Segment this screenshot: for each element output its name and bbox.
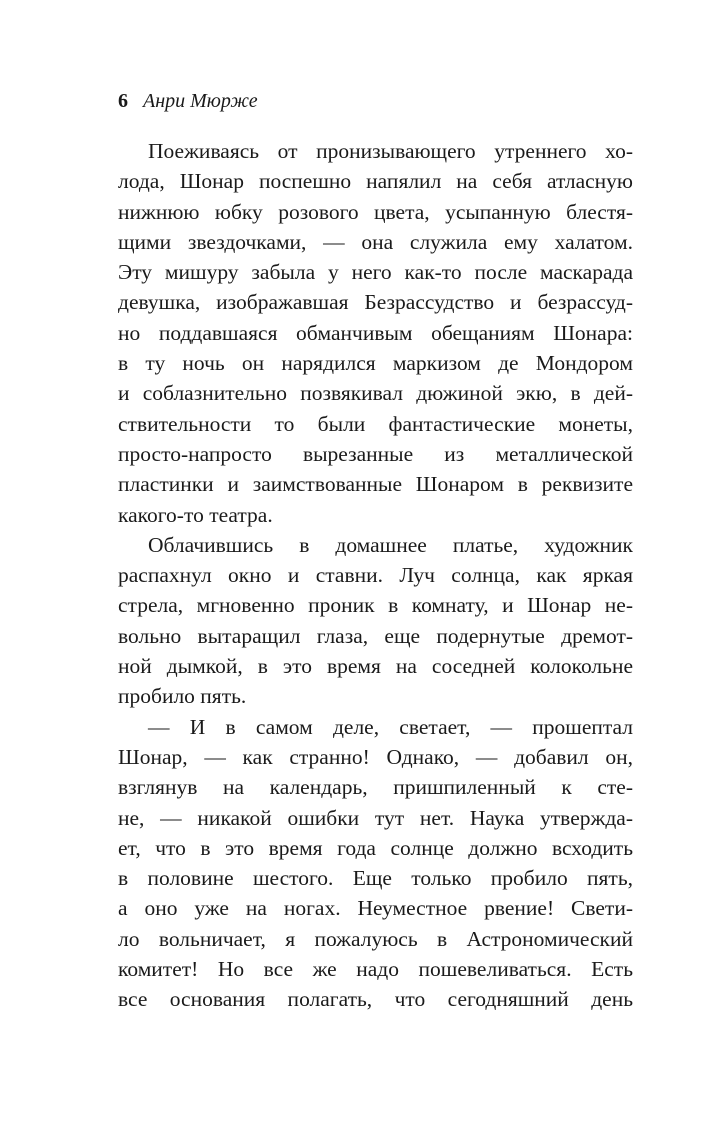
text-line: взглянув на календарь, пришпиленный к сте- xyxy=(118,775,633,800)
text-line: вольно вытаращил глаза, еще подернутые дремот- xyxy=(118,623,633,648)
text-line: Шонар, — как странно! Однако, — добавил он, xyxy=(118,744,633,769)
text-line: ной дымкой, в это время на соседней колокольне xyxy=(118,654,633,679)
text-line: не, — никакой ошибки тут нет. Наука утвержда- xyxy=(118,805,633,830)
text-line: Эту мишуру забыла у него как-то после маскарада xyxy=(118,260,633,285)
text-line: — И в самом деле, светает, — прошептал xyxy=(148,714,633,739)
text-line: пробило пять. xyxy=(118,684,247,709)
text-line: Облачившись в домашнее платье, художник xyxy=(148,532,633,557)
text-line: просто-напросто вырезанные из металлической xyxy=(118,441,633,466)
text-line: но поддавшаяся обманчивым обещаниям Шонара: xyxy=(118,320,633,345)
text-line: нижнюю юбку розового цвета, усыпанную блестя- xyxy=(118,199,633,224)
text-line: какого-то театра. xyxy=(118,502,273,527)
text-line: все основания полагать, что сегодняшний день xyxy=(118,987,633,1012)
running-header xyxy=(118,88,258,114)
text-line: ствительности то были фантастические монеты, xyxy=(118,411,633,436)
text-line: девушка, изображавшая Безрассудство и безрассуд- xyxy=(118,290,633,315)
text-line: ло вольничает, я пожалуюсь в Астрономический xyxy=(118,926,633,951)
text-line: распахнул окно и ставни. Луч солнца, как яркая xyxy=(118,563,633,588)
text-line: щими звездочками, — она служила ему халатом. xyxy=(118,229,633,254)
text-line: ет, что в это время года солнце должно всходить xyxy=(118,835,633,860)
text-line: пластинки и заимствованные Шонаром в реквизите xyxy=(118,472,633,497)
running-title: Анри Мюрже xyxy=(143,90,258,112)
text-line: и соблазнительно позвякивал дюжиной экю, в дей- xyxy=(118,381,633,406)
text-line: а оно уже на ногах. Неуместное рвение! Свети- xyxy=(118,896,633,921)
text-line: Поеживаясь от пронизывающего утреннего хо- xyxy=(148,139,633,163)
text-line: стрела, мгновенно проник в комнату, и Шонар не- xyxy=(118,593,633,618)
text-line: комитет! Но все же надо пошевеливаться. Есть xyxy=(118,957,633,982)
body-text xyxy=(118,136,633,1015)
text-line: лода, Шонар поспешно напялил на себя атласную xyxy=(118,169,633,194)
text-line: в ту ночь он нарядился маркизом де Мондором xyxy=(118,351,633,376)
page-number: 6 xyxy=(118,90,128,112)
text-line: в половине шестого. Еще только пробило пять, xyxy=(118,866,633,891)
